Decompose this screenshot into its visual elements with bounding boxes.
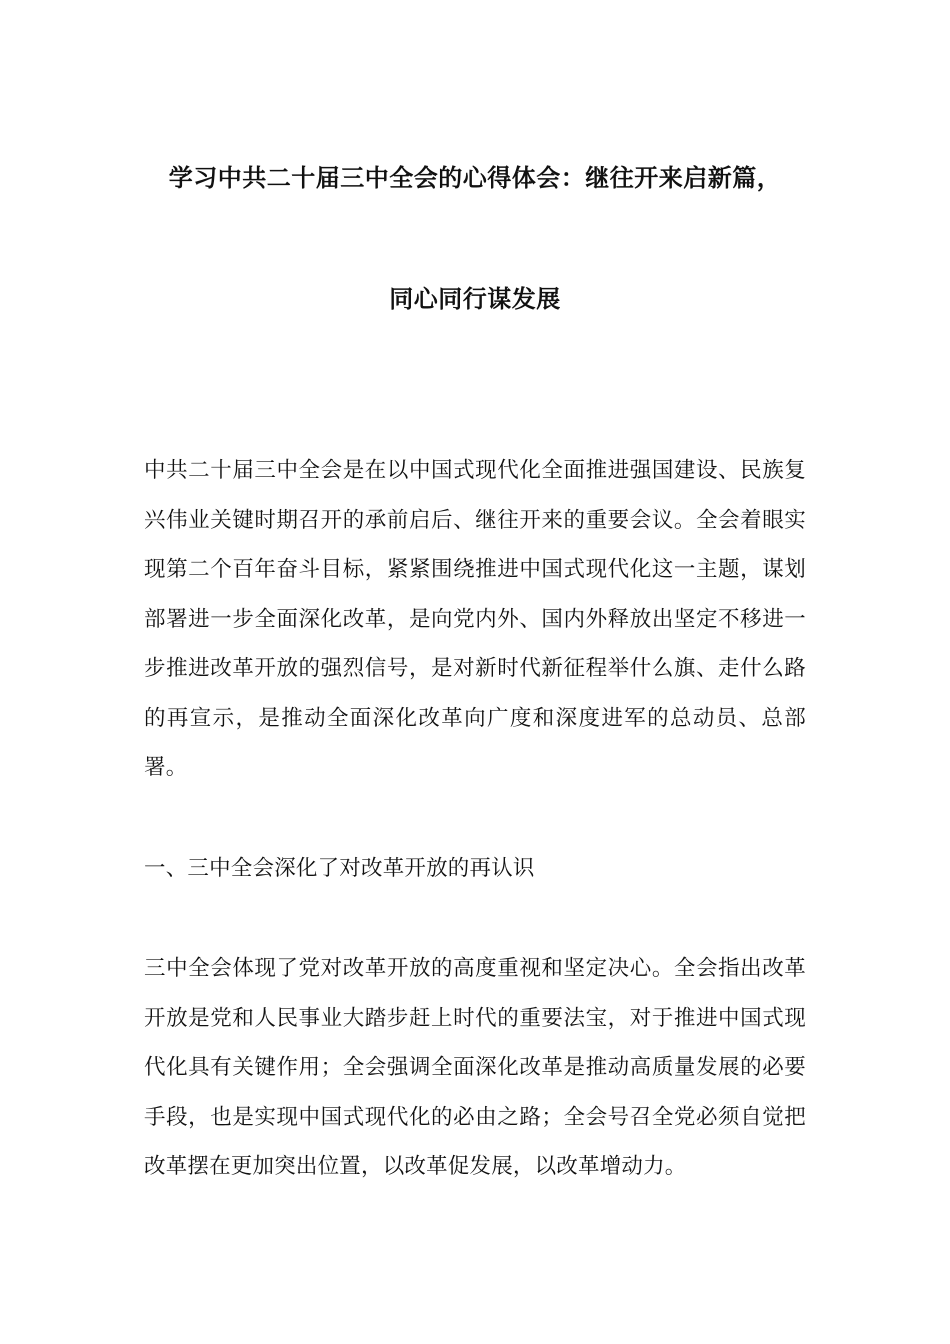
body-paragraph-1: 中共二十届三中全会是在以中国式现代化全面推进强国建设、民族复兴伟业关键时期召开的承前启后、继往开来的重要会议。全会着眼实现第二个百年奋斗目标，紧紧围绕推进中国式现代化这一主题，谋划部署进一步全面深化改革，是向党内外、国内外释放出坚定不移进一步推进改革开放的强烈信号，是对新时代新征程举什么旗、走什么路的再宣示，是推动全面深化改革向广度和深度进军的总动员、总部署。 xyxy=(144,458,806,780)
document-title-line-1: 学习中共二十届三中全会的心得体会：继往开来启新篇， xyxy=(168,164,782,192)
section-heading-1: 一、三中全会深化了对改革开放的再认识 xyxy=(144,856,535,881)
body-paragraph-2: 三中全会体现了党对改革开放的高度重视和坚定决心。全会指出改革开放是党和人民事业大踏步赶上时代的重要法宝，对于推进中国式现代化具有关键作用；全会强调全面深化改革是推动高质量发展的必要手段，也是实现中国式现代化的必由之路；全会号召全党必须自觉把改革摆在更加突出位置，以改革促发展，以改革增动力。 xyxy=(144,956,806,1179)
document-title-line-2: 同心同行谋发展 xyxy=(389,285,561,313)
